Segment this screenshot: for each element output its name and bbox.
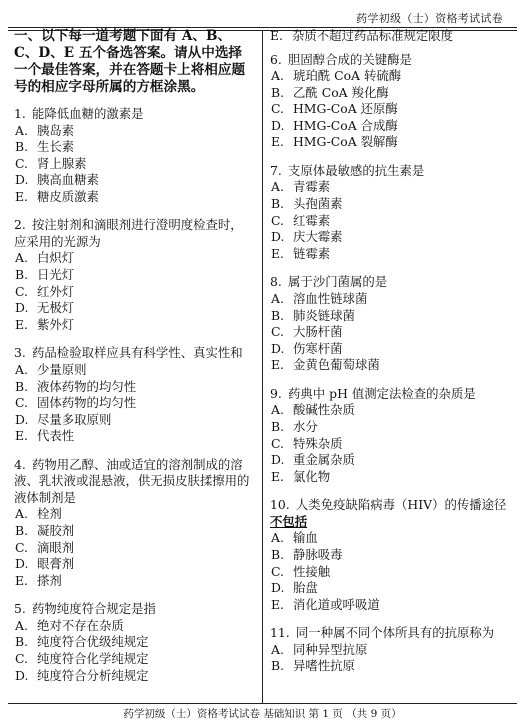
column-divider [262, 31, 263, 703]
right-column [270, 28, 512, 687]
answer-option [14, 267, 252, 284]
option-letter: E. [15, 428, 28, 444]
option-text: 头孢菌素 [293, 196, 343, 212]
question-stem [14, 457, 252, 507]
answer-option [270, 213, 512, 230]
option-letter: B. [15, 267, 29, 283]
option-letter: A. [271, 641, 284, 657]
question-number: 6. [270, 51, 282, 67]
option-text: 白炽灯 [37, 250, 75, 266]
option-text: HMG-CoA 合成酶 [293, 117, 398, 133]
answer-option [14, 651, 252, 668]
answer-option [270, 547, 512, 564]
answer-option [14, 395, 252, 412]
option-letter: D. [15, 667, 29, 683]
option-letter: D. [271, 229, 285, 245]
question-3 [14, 345, 252, 444]
option-text: 大肠杆菌 [293, 324, 343, 340]
option-letter: B. [271, 546, 285, 562]
answer-option [14, 618, 252, 635]
option-letter: E. [271, 468, 284, 484]
option-text: 性接触 [293, 563, 331, 579]
option-letter: B. [271, 307, 285, 323]
answer-option [270, 196, 512, 213]
answer-option [270, 246, 512, 263]
question-stem-text: 支原体最敏感的抗生素是 [288, 162, 425, 178]
option-letter: A. [15, 506, 28, 522]
answer-option [270, 341, 512, 358]
footer-rule [8, 703, 517, 704]
option-letter: D. [15, 300, 29, 316]
option-text: 伤寒杆菌 [293, 340, 343, 356]
answer-option [14, 362, 252, 379]
question-number: 5. [14, 601, 26, 617]
question-stem-text: 能降低血糖的激素是 [32, 106, 144, 121]
option-text: 肺炎链球菌 [293, 307, 355, 323]
answer-option [14, 412, 252, 429]
question-2 [14, 217, 252, 333]
left-question-list [14, 106, 252, 684]
option-letter: C. [271, 435, 284, 451]
option-letter: C. [271, 563, 284, 579]
option-text: 糖皮质激素 [37, 188, 99, 204]
question-stem-text: 同一种属不同个体所具有的抗原称为 [295, 625, 495, 641]
page-footer: 药学初级（士）资格考试试卷 基础知识 第 1 页 （共 9 页） [123, 708, 402, 720]
answer-option [270, 179, 512, 196]
option-text: 胰高血糖素 [37, 172, 99, 188]
option-text: 少量原则 [37, 361, 87, 377]
right-question-list [270, 52, 512, 676]
option-text: 纯度符合化学纯规定 [37, 651, 149, 667]
question-stem [270, 163, 512, 180]
option-text: 同种异型抗原 [293, 641, 368, 657]
question-9 [270, 386, 512, 485]
question-stem-text: 药典中 pH 值测定法检查的杂质是 [288, 385, 476, 401]
option-letter: B. [15, 523, 29, 538]
option-letter: E. [270, 28, 283, 43]
question-number: 10. [270, 497, 290, 513]
question-4 [14, 457, 252, 589]
question-stem-text: 药物纯度符合规定是指 [32, 601, 156, 617]
answer-option [14, 506, 252, 523]
answer-option [14, 284, 252, 301]
answer-option [270, 530, 512, 547]
question-number: 9. [270, 385, 282, 401]
question-number: 3. [14, 345, 26, 361]
answer-option [14, 300, 252, 317]
option-letter: D. [15, 411, 29, 427]
question-number: 8. [270, 274, 282, 290]
option-text: 固体药物的均匀性 [37, 395, 137, 411]
question-11 [270, 625, 512, 675]
option-text: 重金属杂质 [293, 452, 355, 468]
option-text: 肾上腺素 [37, 155, 87, 171]
answer-option [14, 523, 252, 540]
question-stem-text: 药物用乙醇、油或适宜的溶剂制成的溶液、乳状液或混悬液，供无损皮肤揉擦用的液体制剂是 [14, 456, 250, 505]
answer-option [14, 668, 252, 685]
option-text: 红外灯 [37, 283, 75, 299]
option-text: 输血 [293, 530, 318, 546]
option-text: 绝对不存在杂质 [37, 617, 124, 633]
option-letter: D. [271, 340, 285, 356]
option-text: 乙酰 CoA 羧化酶 [293, 84, 389, 100]
answer-option [14, 250, 252, 267]
answer-option [270, 101, 512, 118]
option-text: 尽量多取原则 [37, 411, 112, 427]
option-text: 紫外灯 [37, 316, 75, 332]
answer-option [14, 156, 252, 173]
option-letter: C. [271, 101, 284, 117]
option-letter: C. [15, 539, 28, 555]
answer-option [270, 85, 512, 102]
option-letter: A. [15, 250, 28, 266]
answer-option [270, 118, 512, 135]
option-letter: C. [15, 651, 28, 667]
option-letter: B. [271, 196, 285, 212]
answer-option [270, 68, 512, 85]
answer-option [270, 134, 512, 151]
option-text: 生长素 [37, 139, 75, 155]
question-stem-text: 按注射剂和滴眼剂进行澄明度检查时，应采用的光源为 [14, 217, 243, 249]
option-letter: D. [271, 117, 285, 133]
question-stem-text: 人类免疫缺陷病毒（HIV）的传播途径 [295, 497, 507, 513]
option-letter: D. [15, 172, 29, 188]
option-letter: A. [15, 361, 28, 377]
answer-option [270, 436, 512, 453]
option-text: 代表性 [37, 428, 75, 444]
question-8 [270, 274, 512, 373]
answer-option [270, 580, 512, 597]
answer-option [14, 540, 252, 557]
option-text: 庆大霉素 [293, 229, 343, 245]
question-7 [270, 163, 512, 262]
option-text: 栓剂 [37, 506, 62, 522]
option-letter: B. [271, 84, 285, 100]
option-letter: A. [271, 290, 284, 306]
option-letter: A. [271, 402, 284, 418]
question-stem [14, 345, 252, 362]
option-text: 纯度符合分析纯规定 [37, 667, 149, 683]
answer-option [14, 172, 252, 189]
option-letter: B. [15, 634, 29, 650]
option-text: 消化道或呼吸道 [293, 596, 380, 612]
option-text: 搽剂 [37, 572, 62, 588]
option-letter: B. [271, 658, 285, 674]
continued-option [270, 28, 512, 45]
option-text: 凝胶剂 [37, 523, 75, 538]
option-letter: A. [15, 122, 28, 138]
option-text: 青霉素 [293, 179, 331, 195]
option-text: 链霉素 [293, 245, 331, 261]
option-text: HMG-CoA 裂解酶 [293, 134, 398, 150]
answer-option [14, 556, 252, 573]
option-letter: E. [271, 134, 284, 150]
question-5 [14, 601, 252, 684]
page-header: 药学初级（士）资格考试试卷 [356, 12, 503, 25]
question-stem [14, 217, 252, 250]
question-number: 4. [14, 456, 26, 472]
option-text: 酸碱性杂质 [293, 402, 355, 418]
option-text: 特殊杂质 [293, 435, 343, 451]
answer-option [270, 658, 512, 675]
question-stem-text: 属于沙门菌属的是 [288, 274, 388, 290]
left-column [14, 28, 252, 696]
option-letter: D. [271, 452, 285, 468]
option-text: 液体药物的均匀性 [37, 378, 137, 394]
option-text: 水分 [293, 419, 318, 434]
answer-option [270, 229, 512, 246]
option-letter: A. [271, 530, 284, 546]
answer-option [270, 402, 512, 419]
option-text: 眼膏剂 [37, 556, 75, 572]
answer-option [14, 139, 252, 156]
option-letter: A. [271, 68, 284, 83]
option-letter: E. [271, 357, 284, 373]
option-text: 纯度符合优级纯规定 [37, 634, 149, 650]
option-letter: E. [15, 316, 28, 332]
question-stem [270, 52, 512, 69]
option-letter: C. [15, 283, 28, 299]
option-letter: C. [271, 212, 284, 228]
answer-option [270, 564, 512, 581]
answer-option [14, 123, 252, 140]
question-number: 11. [270, 625, 290, 641]
option-text: 氯化物 [293, 468, 331, 484]
question-10 [270, 497, 512, 613]
section-instruction: 一、以下每一道考题下面有 A、B、C、D、E 五个备选答案。请从中选择一个最佳答案，并在答题卡上将相应题号的相应字母所属的方框涂黑。 [14, 28, 246, 95]
answer-option [14, 428, 252, 445]
question-stem [270, 274, 512, 291]
question-stem [14, 601, 252, 618]
option-letter: B. [15, 139, 29, 155]
option-letter: A. [15, 617, 28, 633]
question-6 [270, 52, 512, 151]
answer-option [14, 317, 252, 334]
option-letter: B. [15, 378, 29, 394]
answer-option [270, 419, 512, 436]
option-letter: D. [15, 556, 29, 572]
answer-option [270, 324, 512, 341]
question-stem [14, 106, 252, 123]
question-stem-text: 胆固醇合成的关键酶是 [288, 51, 412, 67]
option-letter: C. [15, 395, 28, 411]
answer-option [270, 308, 512, 325]
option-text: 异嗜性抗原 [293, 658, 355, 674]
question-number: 1. [14, 106, 26, 121]
answer-option [270, 642, 512, 659]
option-text: 静脉吸毒 [293, 546, 343, 562]
option-letter: A. [271, 179, 284, 195]
answer-option [270, 597, 512, 614]
answer-option [270, 291, 512, 308]
option-text: 无极灯 [37, 300, 75, 316]
option-letter: C. [15, 155, 28, 171]
option-text: 红霉素 [293, 212, 331, 228]
question-stem [270, 625, 512, 642]
answer-option [14, 379, 252, 396]
option-text: 胰岛素 [37, 122, 75, 138]
answer-option [270, 469, 512, 486]
question-stem-text: 药品检验取样应具有科学性、真实性和 [32, 345, 243, 361]
option-text: 胎盘 [293, 580, 318, 596]
option-letter: D. [271, 580, 285, 596]
option-letter: B. [271, 419, 285, 434]
answer-option [270, 357, 512, 374]
option-text: HMG-CoA 还原酶 [293, 101, 398, 117]
question-1 [14, 106, 252, 205]
option-text: 滴眼剂 [37, 539, 75, 555]
option-text: 溶血性链球菌 [293, 290, 368, 306]
option-text: 日光灯 [37, 267, 75, 283]
option-letter: E. [271, 596, 284, 612]
answer-option [270, 452, 512, 469]
answer-option [14, 634, 252, 651]
question-stem [270, 386, 512, 403]
answer-option [14, 189, 252, 206]
option-text: 金黄色葡萄球菌 [293, 357, 380, 373]
option-letter: E. [271, 245, 284, 261]
option-letter: E. [15, 572, 28, 588]
question-stem-emphasis: 不包括 [270, 513, 308, 529]
option-letter: C. [271, 324, 284, 340]
option-text: 杂质不超过药品标准规定限度 [292, 28, 454, 43]
question-number: 2. [14, 217, 26, 233]
answer-option [14, 573, 252, 590]
option-text: 琥珀酰 CoA 转硫酶 [293, 68, 402, 83]
question-number: 7. [270, 162, 282, 178]
option-letter: E. [15, 188, 28, 204]
question-stem [270, 497, 512, 530]
